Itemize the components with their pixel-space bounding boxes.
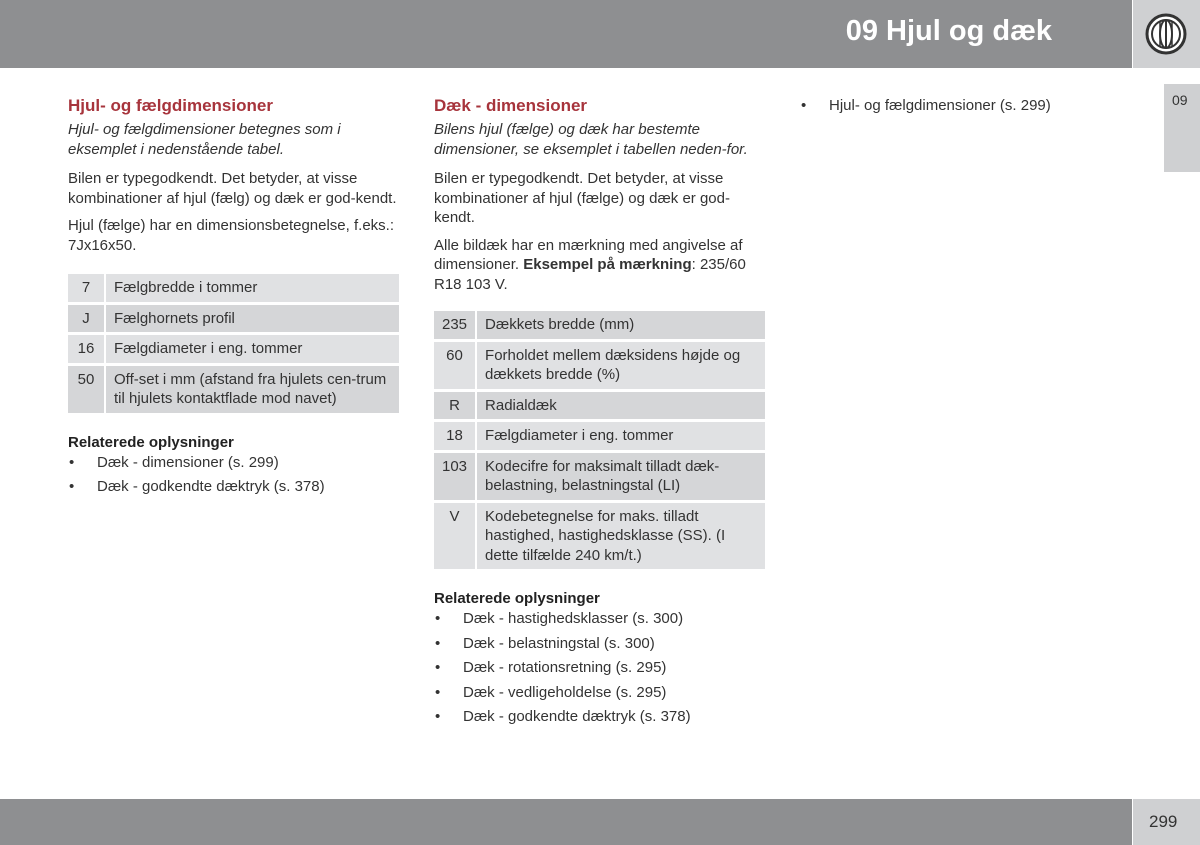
related-link-text: Dæk - belastningstal (s. 300) — [463, 634, 655, 652]
bullet: • — [801, 97, 807, 114]
table-cell-code: 103 — [434, 453, 477, 500]
table-cell-desc: Off-set i mm (afstand fra hjulets cen-trum til hjulets kontaktflade mod navet) — [106, 366, 399, 413]
table-row — [434, 453, 765, 500]
related-link[interactable] — [800, 96, 1100, 115]
column-tire-dimensions — [434, 96, 766, 732]
table-cell-desc: Fælgdiameter i eng. tommer — [477, 422, 765, 450]
related-link-text: Dæk - vedligeholdelse (s. 295) — [463, 683, 667, 701]
related-list — [800, 96, 1100, 115]
related-list — [68, 453, 400, 497]
related-link-text: Hjul- og fælgdimensioner (s. 299) — [829, 97, 1051, 114]
paragraph: Hjul (fælge) har en dimensionsbetegnelse, f.eks.: 7Jx16x50. — [68, 217, 395, 254]
bullet: • — [435, 708, 441, 725]
related-heading: Relaterede oplysninger — [434, 590, 600, 607]
bullet: • — [435, 610, 441, 627]
table-cell-desc: Kodebetegnelse for maks. tilladt hastighed, hastighedsklasse (SS). (I dette tilfælde 240 km/t.) — [477, 503, 765, 570]
paragraph-text: : 235/60 R18 103 V. — [434, 256, 746, 293]
table-row — [68, 274, 399, 302]
related-link-text: Dæk - godkendte dæktryk (s. 378) — [463, 708, 691, 725]
table-row — [434, 392, 765, 420]
related-list — [434, 609, 766, 726]
chapter-icon-box — [1133, 0, 1200, 68]
table-cell-desc: Fælghornets profil — [106, 305, 399, 333]
chapter-side-tab-label: 09 — [1172, 92, 1188, 108]
bullet: • — [435, 634, 441, 652]
table-cell-code: V — [434, 503, 477, 570]
section-intro: Bilens hjul (fælge) og dæk har bestemte dimensioner, se eksemplet i tabellen neden-for. — [434, 121, 748, 158]
related-link-text: Dæk - dimensioner (s. 299) — [97, 453, 279, 471]
table-cell-desc: Fælgbredde i tommer — [106, 274, 399, 302]
paragraph — [434, 236, 766, 295]
column-rim-dimensions — [68, 96, 400, 502]
bullet: • — [435, 659, 441, 676]
table-cell-code: 7 — [68, 274, 106, 302]
table-cell-code: R — [434, 392, 477, 420]
table-row — [68, 335, 399, 363]
related-link[interactable] — [434, 609, 766, 628]
table-cell-desc: Fælgdiameter i eng. tommer — [106, 335, 399, 363]
related-link[interactable] — [434, 634, 766, 653]
paragraph: Bilen er typegodkendt. Det betyder, at visse kombinationer af hjul (fælge) og dæk er god-kendt. — [434, 170, 730, 226]
related-link[interactable] — [434, 658, 766, 677]
section-heading: Dæk - dimensioner — [434, 96, 588, 115]
table-cell-code: 18 — [434, 422, 477, 450]
column-continued-related — [800, 96, 1100, 121]
related-heading: Relaterede oplysninger — [68, 433, 234, 451]
table-row — [434, 503, 765, 570]
table-cell-code: 60 — [434, 342, 477, 389]
related-link[interactable] — [434, 707, 766, 726]
tire-icon — [1145, 13, 1187, 55]
footer-bar — [0, 799, 1132, 845]
related-link-text: Dæk - rotationsretning (s. 295) — [463, 659, 667, 676]
bullet: • — [69, 453, 75, 471]
related-link[interactable] — [68, 453, 400, 472]
section-heading: Hjul- og fælgdimensioner — [68, 96, 273, 115]
table-row — [68, 366, 399, 413]
table-row — [434, 342, 765, 389]
paragraph-bold: Eksempel på mærkning — [523, 256, 692, 273]
table-cell-desc: Dækkets bredde (mm) — [477, 311, 765, 339]
table-cell-desc: Forholdet mellem dæksidens højde og dækkets bredde (%) — [477, 342, 765, 389]
table-cell-code: J — [68, 305, 106, 333]
related-link[interactable] — [434, 683, 766, 702]
table-cell-code: 235 — [434, 311, 477, 339]
paragraph-text: Alle bildæk har en mærkning med angivelse af dimensioner. — [434, 236, 743, 273]
table-row — [434, 311, 765, 339]
header-bar — [0, 0, 1132, 68]
bullet: • — [435, 683, 441, 701]
table-cell-code: 50 — [68, 366, 106, 413]
paragraph: Bilen er typegodkendt. Det betyder, at visse kombinationer af hjul (fælg) og dæk er god-kendt. — [68, 170, 397, 207]
bullet: • — [69, 478, 75, 495]
table-cell-code: 16 — [68, 335, 106, 363]
related-link-text: Dæk - hastighedsklasser (s. 300) — [463, 610, 684, 627]
table-cell-desc: Kodecifre for maksimalt tilladt dæk-belastning, belastningstal (LI) — [477, 453, 765, 500]
table-row — [434, 422, 765, 450]
chapter-title: 09 Hjul og dæk — [845, 15, 1052, 47]
section-intro: Hjul- og fælgdimensioner betegnes som i eksemplet i nedenstående tabel. — [68, 121, 341, 158]
rim-dimension-table — [68, 271, 399, 416]
page-number: 299 — [1149, 812, 1178, 831]
tire-dimension-table — [434, 308, 765, 572]
related-link-text: Dæk - godkendte dæktryk (s. 378) — [97, 478, 325, 495]
table-cell-desc: Radialdæk — [477, 392, 765, 420]
table-row — [68, 305, 399, 333]
related-link[interactable] — [68, 477, 400, 496]
